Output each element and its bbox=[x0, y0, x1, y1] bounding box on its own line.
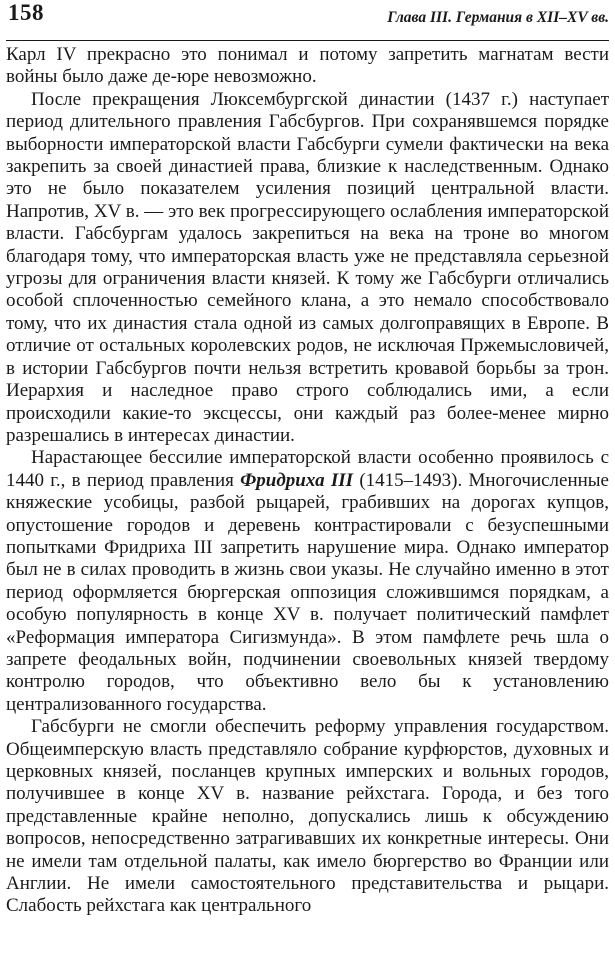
running-head: Глава III. Германия в XII–XV вв. bbox=[387, 9, 609, 26]
page-header bbox=[6, 0, 609, 41]
page-number: 158 bbox=[8, 0, 44, 25]
page-body bbox=[6, 44, 609, 918]
paragraph-reichstag: Габсбурги не смогли обеспечить реформу управления государством. Общеимперскую власть представляло собрание курфюрстов, духовных и церковных князей, посланцев крупных имперских и вольных городов, получившее в конце XV в. название рейхстага. Города, и без того представленные крайне неполно, допускались лишь к обсуждению вопросов, непосредственно затрагивавших их конкретные интересы. Они не имели там отдельной палаты, как имело бюргерство во Франции или Англии. Не имели самостоятельного представительства и рыцари. Слабость рейхстага как центрального bbox=[6, 716, 609, 917]
emphasized-name: Фридриха III bbox=[240, 469, 354, 491]
paragraph-continued: Карл IV прекрасно это понимал и потому запретить магнатам вести войны было даже де-юре невозможно. bbox=[6, 44, 609, 88]
paragraph-text: Нарастающее бессилие императорской власти особенно проявилось с 1440 г., в период правления bbox=[6, 447, 609, 491]
paragraph-habsburg-dynasty: После прекращения Люксембургской династии (1437 г.) наступает период длительного правления Габсбургов. При сохранявшемся порядке выборности императорской власти Габсбурги сумели фактически на века закрепить за своей династией права, близкие к наследственным. Однако это не было показателем усиления позиций центральной власти. Напротив, XV в. — это век прогрессирующего ослабления императорской власти. Габсбургам удалось закрепиться на века на троне во многом благодаря тому, что императорская власть уже не представляла серьезной угрозы для ограничения власти князей. К тому же Габсбурги отличались особой сплоченностью семейного клана, а это немало способствовало тому, что их династия стала одной из самых долгоправящих в Европе. В отличие от остальных королевских родов, не исключая Пржемысловичей, в истории Габсбургов почти нельзя встретить кровавой борьбы за трон. Иерархия и наследное право строго соблюдались ими, а если происходили какие-то эксцессы, они каждый раз более-менее мирно разрешались в интересах династии. bbox=[6, 88, 609, 446]
paragraph-text: (1415–1493). Многочисленные княжеские усобицы, разбой рыцарей, грабивших на дорогах купцов, опустошение городов и деревень контрастировали с безуспешными попытками Фридриха III запретить нарушение мира. Однако император был не в силах проводить в жизнь свои указы. Не случайно именно в этот период оформляется бюргерская оппозиция сложившимся порядкам, а особую популярность в конце XV в. получает политический памфлет «Реформация императора Сигизмунда». В этом памфлете речь шла о запрете феодальных войн, подчинении своевольных князей твердому контролю городов, что объективно вело бы к установлению централизованного государства. bbox=[6, 469, 609, 715]
paragraph-friedrich-iii bbox=[6, 447, 609, 716]
